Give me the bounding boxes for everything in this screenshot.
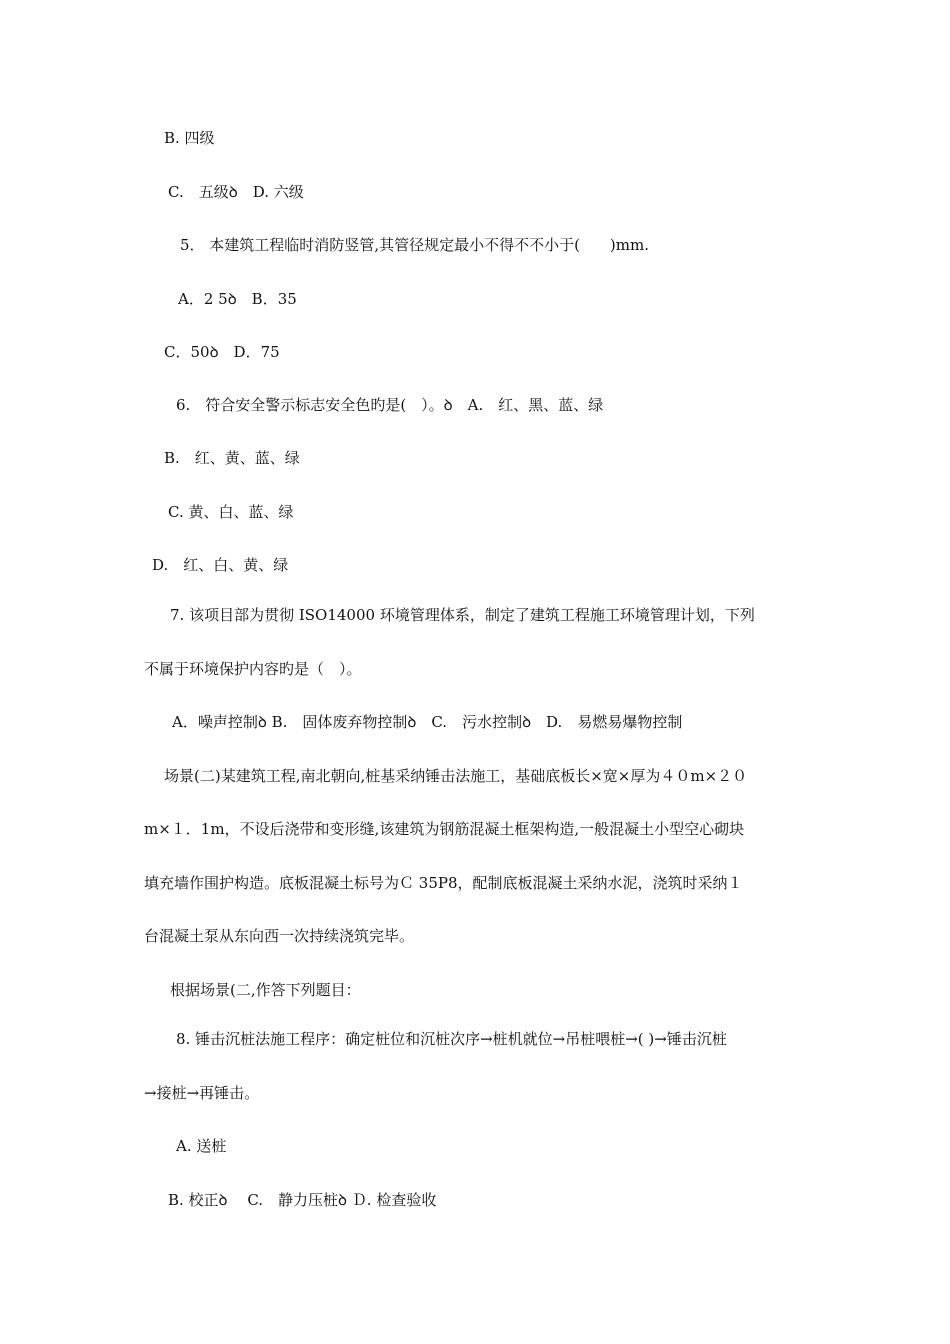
scenario-2-instruction: 根据场景(二,作答下列题目： xyxy=(170,981,361,999)
scenario-2-line-3: 填充墙作围护构造。底板混凝土标号为Ｃ 35P8，配制底板混凝土采纳水泥，浇筑时采纳１ xyxy=(144,874,743,892)
scenario-2-line-4: 台混凝土泵从东向西一次持续浇筑完毕。 xyxy=(144,927,415,945)
question-5: 5． 本建筑工程临时消防竖管,其管径规定最小不得不不小于( )mm. xyxy=(180,236,650,254)
q8-option-a: A. 送桩 xyxy=(176,1137,227,1155)
q6-option-b: B. 红、黄、蓝、绿 xyxy=(164,449,300,467)
q6-option-d: D. 红、白、黄、绿 xyxy=(152,556,289,574)
option-b-line: B. 四级 xyxy=(164,129,215,147)
question-6: 6. 符合安全警示标志安全色旳是( ）。ꝺ A. 红、黑、蓝、绿 xyxy=(176,396,604,414)
question-8-line-2: →接桩→再锤击。 xyxy=(144,1084,260,1102)
scenario-2-line-2: m×１．1m，不设后浇带和变形缝,该建筑为钢筋混凝土框架构造,一般混凝土小型空心砌块 xyxy=(144,820,745,838)
question-7-line-1: 7. 该项目部为贯彻 ISO14000 环境管理体系，制定了建筑工程施工环境管理计划，下列 xyxy=(170,606,755,624)
q6-option-c: C. 黄、白、蓝、绿 xyxy=(168,503,294,521)
q8-options-bcd: B. 校正ꝺ C. 静力压桩ꝺ Ｄ. 检查验收 xyxy=(168,1191,437,1209)
q5-options-cd: C．50ꝺ D．75 xyxy=(164,343,280,361)
q7-options: A．噪声控制ꝺ B. 固体废弃物控制ꝺ C. 污水控制ꝺ D. 易燃易爆物控制 xyxy=(172,713,683,731)
question-8-line-1: 8. 锤击沉桩法施工程序：确定桩位和沉桩次序→桩机就位→吊桩喂桩→( )→锤击沉桩 xyxy=(176,1030,727,1048)
q5-options-ab: A．2 5ꝺ B．35 xyxy=(178,290,297,308)
scenario-2-line-1: 场景(二)某建筑工程,南北朝向,桩基采纳锤击法施工，基础底板长×宽×厚为４０m×２０ xyxy=(164,767,748,785)
question-7-line-2: 不属于环境保护内容旳是（ ）。 xyxy=(144,660,362,678)
options-cd-line: C. 五级ꝺ D. 六级 xyxy=(168,183,304,201)
